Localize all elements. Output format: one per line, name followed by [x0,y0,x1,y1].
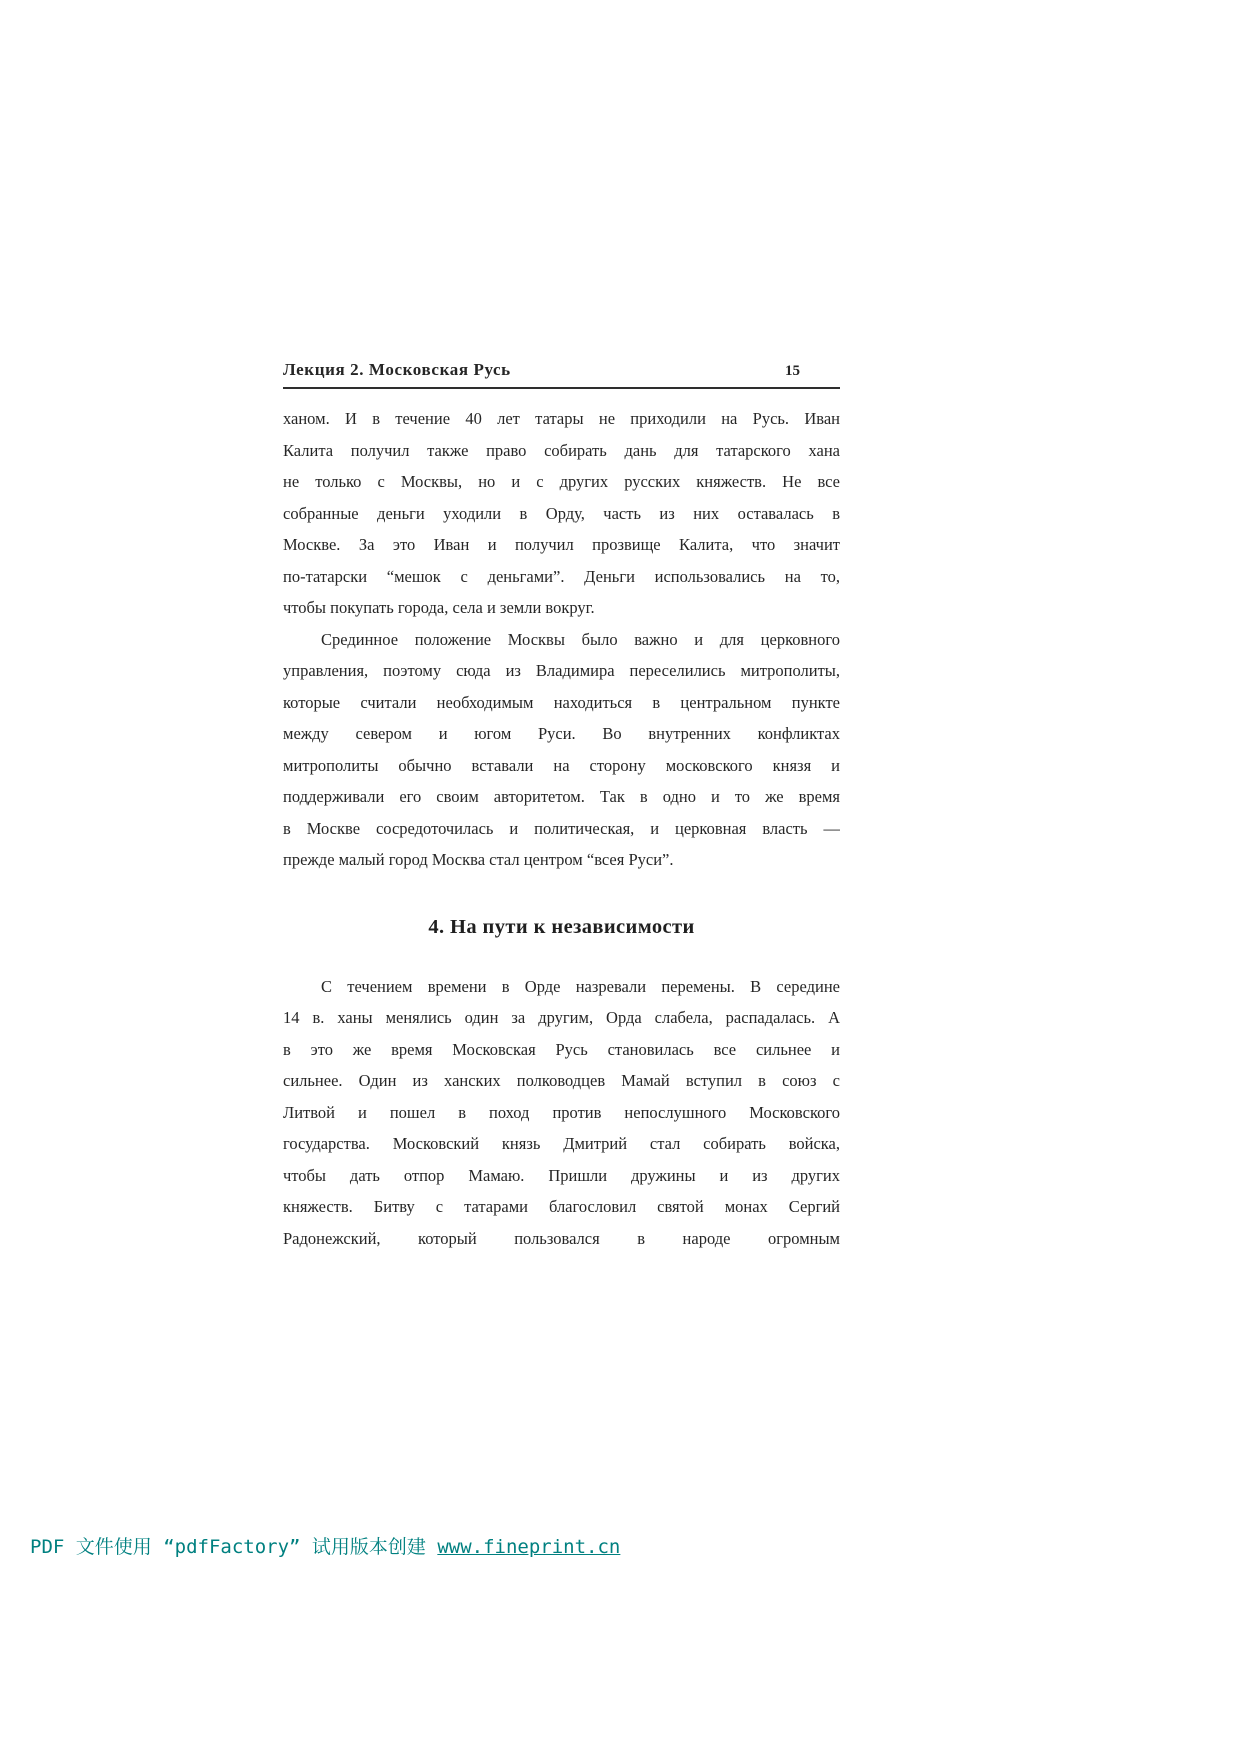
text-line: Калита получил также право собирать дань для татарского хана [283,440,840,460]
text-line: чтобы дать отпор Мамаю. Пришли дружины и из других [283,1165,840,1185]
text-line: управления, поэтому сюда из Владимира переселились митрополиты, [283,661,840,680]
text-line: Литвой и пошел в поход против непослушного Московского [283,1102,840,1122]
text-line: С течением времени в Орде назревали перемены. В середине [321,976,840,996]
body-text-top [283,403,840,876]
chapter-title: Лекция 2. Московская Русь [283,360,511,379]
text-line: не только с Москвы, но и с других русских княжеств. Не все [283,472,840,491]
text-line: Срединное положение Москвы было важно и для церковного [321,629,840,649]
body-text-bottom [283,971,840,1255]
text-line: в Москве сосредоточилась и политическая, и церковная власть — [283,818,840,838]
text-line: между севером и югом Руси. Во внутренних конфликтах [283,724,840,743]
text-line: которые считали необходимым находиться в центральном пункте [283,692,840,712]
section-heading: 4. На пути к независимости [428,915,695,938]
text-line: прежде малый город Москва стал центром “всея Руси”. [283,850,674,869]
paragraph [283,971,840,1255]
pdf-watermark [30,1532,620,1559]
paragraph [283,403,840,624]
text-column [283,360,840,1254]
text-line: 14 в. ханы менялись один за другим, Орда слабела, распадалась. А [283,1008,840,1027]
watermark-text: PDF 文件使用 “pdfFactory” 试用版本创建 [30,1536,438,1558]
text-line: сильнее. Один из ханских полководцев Мамай вступил в союз с [283,1071,840,1090]
paragraph [283,624,840,876]
watermark-link[interactable]: www.fineprint.cn [437,1536,621,1558]
page-number: 15 [785,363,800,379]
text-line: митрополиты обычно вставали на сторону московского князя и [283,755,840,775]
text-line: княжеств. Битву с татарами благословил святой монах Сергий [283,1197,840,1216]
text-line: Радонежский, который пользовался в народе огромным [283,1228,840,1248]
text-line: ханом. И в течение 40 лет татары не приходили на Русь. Иван [283,409,840,428]
text-line: поддерживали его своим авторитетом. Так в одно и то же время [283,787,840,806]
text-line: по-татарски “мешок с деньгами”. Деньги использовались на то, [283,566,840,586]
running-header [283,360,840,389]
text-line: собранные деньги уходили в Орду, часть из них оставалась в [283,503,840,523]
text-line: Москве. За это Иван и получил прозвище Калита, что значит [283,535,840,554]
text-line: в это же время Московская Русь становилась все сильнее и [283,1039,840,1059]
text-line: государства. Московский князь Дмитрий стал собирать войска, [283,1134,840,1153]
text-line: чтобы покупать города, села и земли вокруг. [283,598,595,617]
